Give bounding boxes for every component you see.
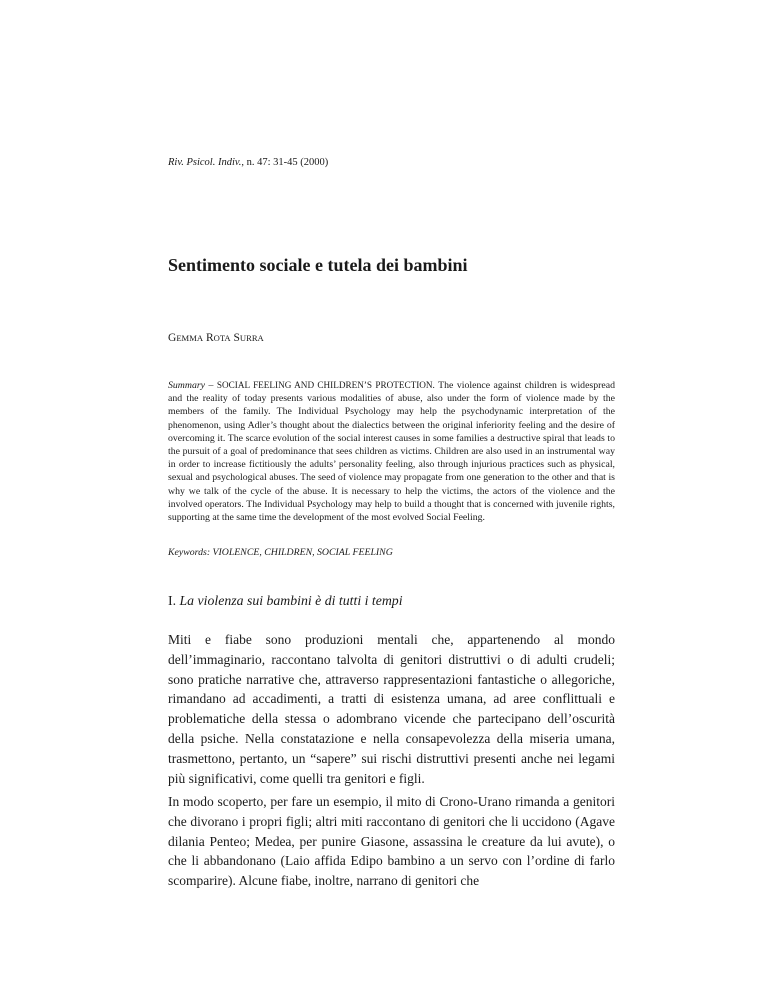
summary-label: Summary — [168, 380, 206, 391]
summary-english-title: SOCIAL FEELING AND CHILDREN’S PROTECTION. — [216, 380, 435, 390]
article-title: Sentimento sociale e tutela dei bambini — [168, 255, 468, 275]
author-smallcaps: EMMA — [176, 333, 204, 343]
body-paragraph: Miti e fiabe sono produzioni mentali che, appartenendo al mondo dell’immaginario, raccontano talvolta di genitori distruttivi o di adulti crudeli; sono pratiche narrative che, attraverso rappresentazioni fantastiche o allegoriche, rimandano ad accadimenti, a tratti di esistenza umana, ad aree conflittuali e problematiche della stessa o adombrano vicende che partecipano dell’oscurità della psiche. Nella constatazione e nella consapevolezza della miseria umana, trasmettono, pertanto, un “sapere” sui rischi distruttivi presenti anche nei legami più significativi, come quelli tra genitori e figli. — [168, 632, 615, 786]
summary-dash: – — [205, 380, 217, 391]
section-title: La violenza sui bambini è di tutti i tempi — [179, 593, 403, 608]
section-heading — [168, 593, 403, 609]
body-paragraph: In modo scoperto, per fare un esempio, il mito di Crono-Urano rimanda a genitori che divorano i propri figli; altri miti raccontano di genitori che li uccidono (Agave dilania Penteo; Medea, per punire Giasone, assassina le creature da lui avute), o che li abbandonano (Laio affida Edipo bambino a un servo con l’ordine di farlo scomparire). Alcune fiabe, inoltre, narrano di genitori che — [168, 794, 615, 889]
author-initial: S — [233, 332, 240, 344]
author-name — [168, 332, 264, 344]
citation-details: , n. 47: 31-45 (2000) — [241, 157, 329, 168]
journal-citation — [168, 157, 328, 168]
summary-text: The violence against children is widespread and the reality of today presents various modalities of abuse, also under the form of violence made by the members of the family. The Individual Psychology may help the psychodynamic interpretation of the phenomenon, using Adler’s thought about the dialectics between the original inferiority feeling and the desire of overcoming it. The scarce evolution of the social interest causes in some families a destructive spiral that leads to the pursuit of a goal of predominance that sees children as victims. Children are also used in an instrumental way in order to increase fictitiously the adults’ personality feeling, also through injurious practices such as physical, sexual and psychological abuses. The seed of violence may propagate from one generation to the other and that is why we talk of the cycle of the abuse. It is necessary to help the victims, the actors of the violence and the involved operators. The Individual Psychology may help to build a thought that is concerned with juvenile rights, supporting at the same time the development of the most evolved Social Feeling. — [168, 380, 615, 524]
author-smallcaps: OTA — [213, 333, 231, 343]
author-initial: G — [168, 332, 177, 344]
section-number: I. — [168, 593, 177, 608]
keywords: Keywords: VIOLENCE, CHILDREN, SOCIAL FEELING — [168, 547, 393, 558]
summary-abstract — [168, 379, 615, 524]
author-initial: R — [205, 332, 214, 344]
author-smallcaps: URRA — [239, 333, 264, 343]
journal-name: Riv. Psicol. Indiv. — [168, 157, 242, 168]
